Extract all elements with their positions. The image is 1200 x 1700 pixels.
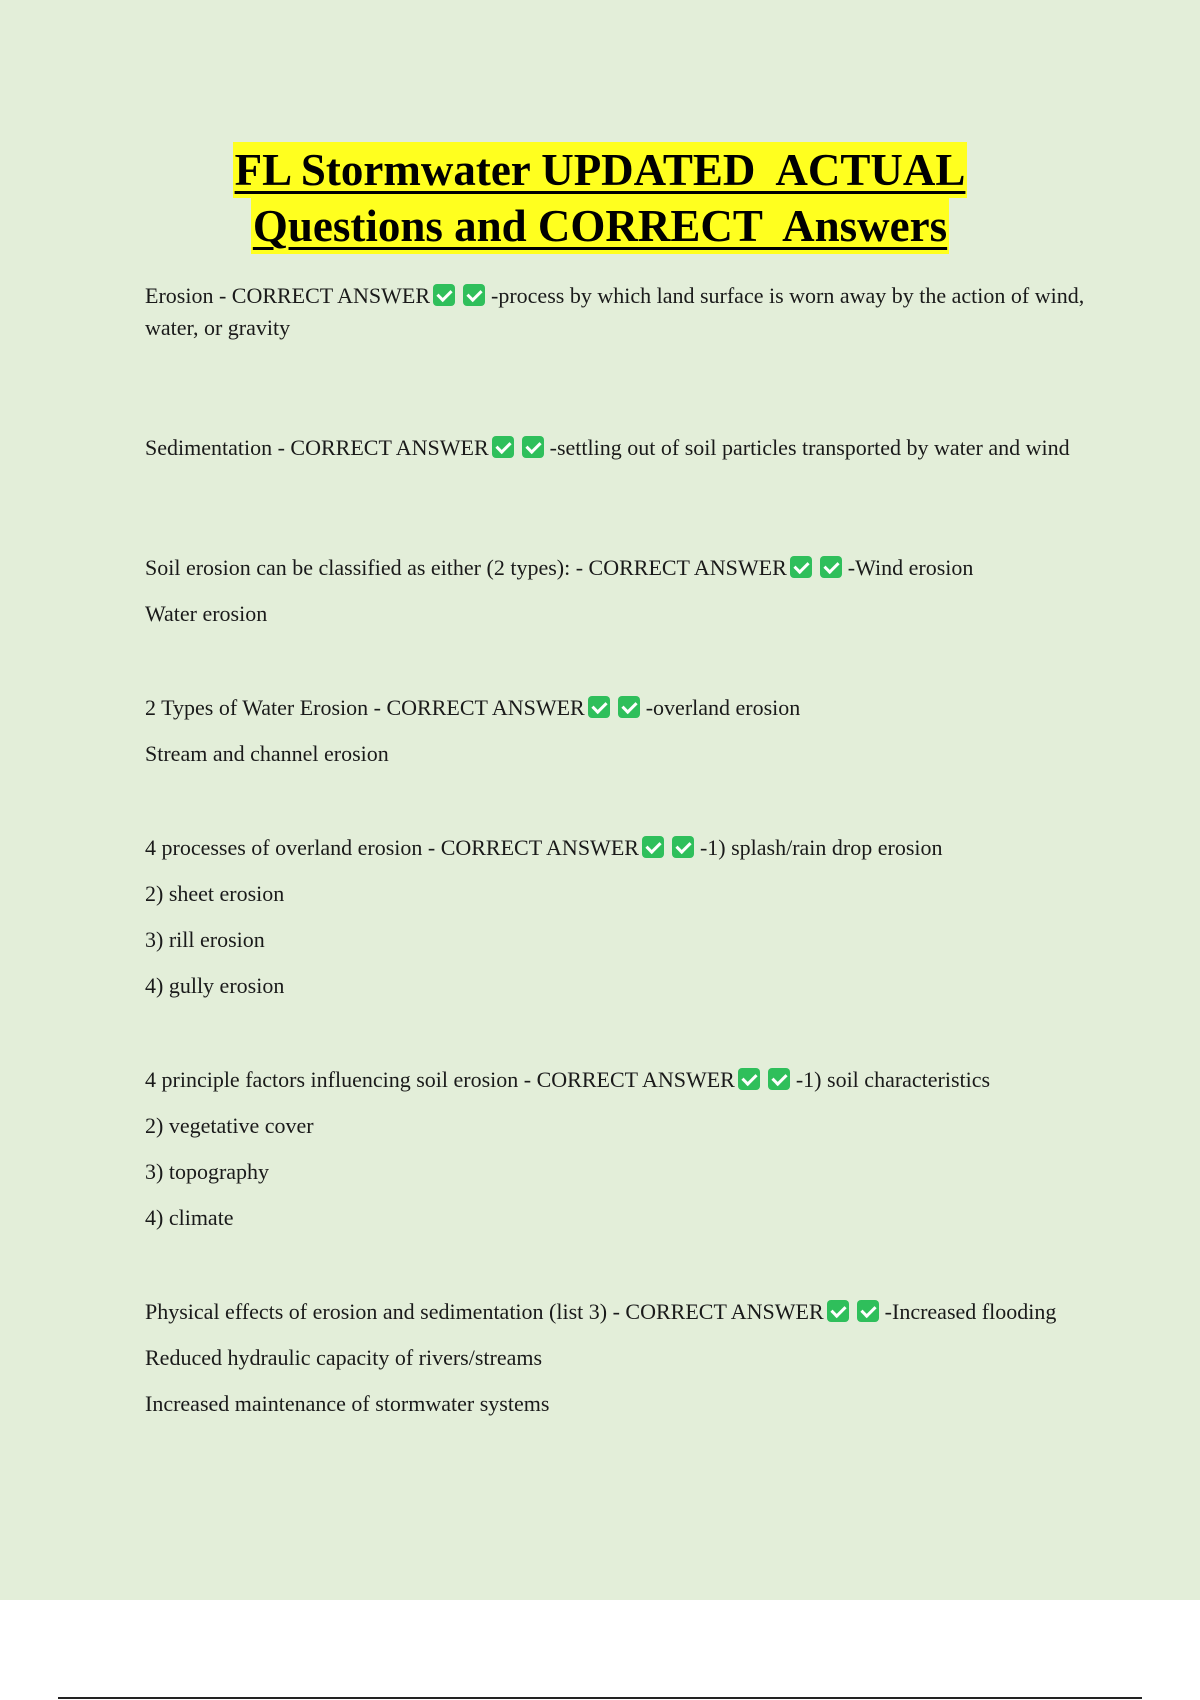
qa-question-line bbox=[145, 1296, 1085, 1328]
qa-question-line bbox=[145, 692, 1085, 724]
answer-continuation: 3) rill erosion bbox=[145, 927, 265, 952]
check-mark-icon bbox=[642, 836, 664, 858]
answer-continuation: 2) sheet erosion bbox=[145, 881, 285, 906]
qa-question-line bbox=[145, 832, 1085, 864]
question-text: Sedimentation - CORRECT ANSWER bbox=[145, 435, 489, 460]
check-mark-icon bbox=[738, 1068, 760, 1090]
answer-continuation: 4) gully erosion bbox=[145, 973, 285, 998]
answer-continuation: Water erosion bbox=[145, 601, 268, 626]
answer-continuation: 2) vegetative cover bbox=[145, 1113, 314, 1138]
question-text: Erosion - CORRECT ANSWER bbox=[145, 283, 431, 308]
qa-item bbox=[145, 280, 1085, 344]
check-mark-icon bbox=[522, 436, 544, 458]
qa-item bbox=[145, 552, 1085, 630]
qa-question-line bbox=[145, 432, 1085, 464]
answer-text: -overland erosion bbox=[645, 695, 801, 720]
check-mark-icon bbox=[433, 284, 455, 306]
check-mark-icon bbox=[768, 1068, 790, 1090]
check-mark-icon bbox=[672, 836, 694, 858]
check-mark-icon bbox=[463, 284, 485, 306]
answer-text: -1) splash/rain drop erosion bbox=[699, 835, 943, 860]
answer-continuation: Increased maintenance of stormwater systems bbox=[145, 1391, 550, 1416]
page-title bbox=[0, 142, 1200, 254]
check-mark-icon bbox=[588, 696, 610, 718]
answer-text: -Wind erosion bbox=[847, 555, 974, 580]
answer-text: -process by which land surface is worn away by the action of wind, water, or gravity bbox=[145, 283, 1085, 340]
footer-rule bbox=[58, 1697, 1142, 1699]
question-text: 2 Types of Water Erosion - CORRECT ANSWER bbox=[145, 695, 585, 720]
check-mark-icon bbox=[820, 556, 842, 578]
title-line-2: Questions and CORRECT Answers bbox=[251, 198, 949, 254]
title-line-1: FL Stormwater UPDATED ACTUAL bbox=[233, 142, 968, 198]
question-text: 4 principle factors influencing soil erosion - CORRECT ANSWER bbox=[145, 1067, 735, 1092]
question-text: 4 processes of overland erosion - CORRECT ANSWER bbox=[145, 835, 639, 860]
qa-item bbox=[145, 432, 1085, 464]
check-mark-icon bbox=[857, 1300, 879, 1322]
qa-item bbox=[145, 1296, 1085, 1420]
qa-item bbox=[145, 692, 1085, 770]
check-mark-icon bbox=[492, 436, 514, 458]
qa-item bbox=[145, 1064, 1085, 1234]
question-text: Physical effects of erosion and sedimentation (list 3) - CORRECT ANSWER bbox=[145, 1299, 824, 1324]
check-mark-icon bbox=[827, 1300, 849, 1322]
check-mark-icon bbox=[618, 696, 640, 718]
answer-continuation: 4) climate bbox=[145, 1205, 234, 1230]
qa-question-line bbox=[145, 552, 1085, 584]
qa-question-line bbox=[145, 1064, 1085, 1096]
answer-text: -1) soil characteristics bbox=[795, 1067, 991, 1092]
answer-continuation: 3) topography bbox=[145, 1159, 270, 1184]
answer-text: -Increased flooding bbox=[884, 1299, 1057, 1324]
qa-item bbox=[145, 832, 1085, 1002]
answer-text: -settling out of soil particles transported by water and wind bbox=[549, 435, 1070, 460]
qa-question-line bbox=[145, 280, 1085, 344]
question-text: Soil erosion can be classified as either (2 types): - CORRECT ANSWER bbox=[145, 555, 787, 580]
check-mark-icon bbox=[790, 556, 812, 578]
qa-list bbox=[145, 280, 1085, 1420]
answer-continuation: Stream and channel erosion bbox=[145, 741, 389, 766]
answer-continuation: Reduced hydraulic capacity of rivers/streams bbox=[145, 1345, 543, 1370]
